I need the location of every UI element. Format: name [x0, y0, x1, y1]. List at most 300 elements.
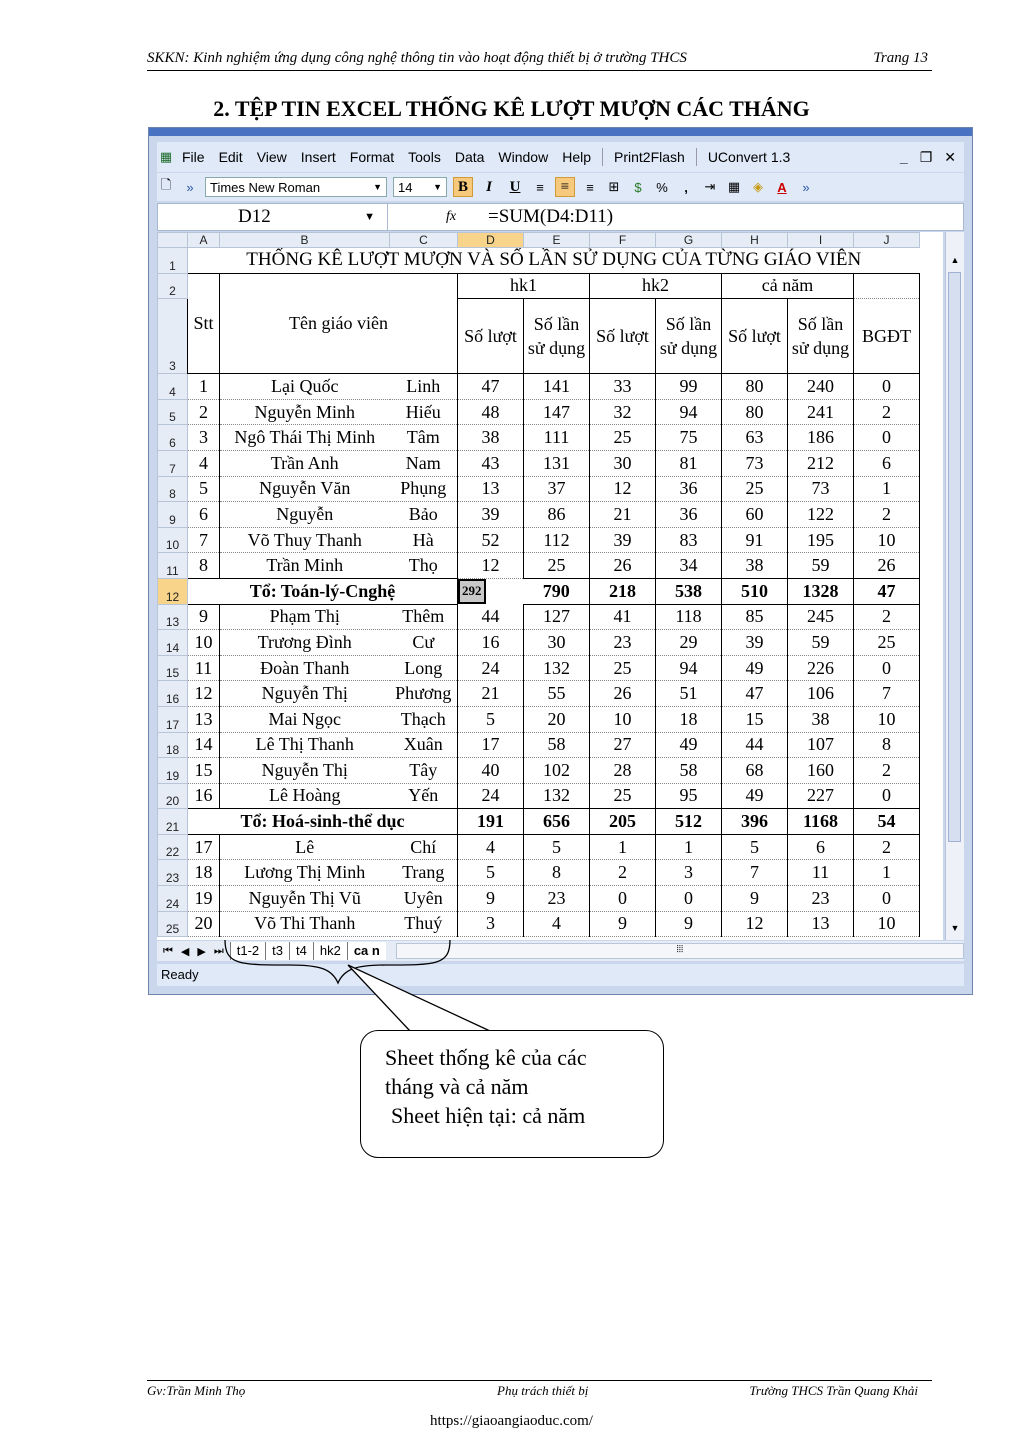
- data-cell[interactable]: 25: [590, 425, 656, 451]
- data-cell[interactable]: 106: [788, 681, 854, 707]
- data-cell[interactable]: 5: [524, 834, 590, 860]
- stt-cell[interactable]: 11: [188, 655, 220, 681]
- subtotal-cell[interactable]: 1328: [788, 578, 854, 604]
- data-cell[interactable]: 21: [458, 681, 524, 707]
- row-header[interactable]: 6: [158, 425, 188, 451]
- vertical-scrollbar[interactable]: [945, 232, 964, 940]
- menu-format[interactable]: Format: [349, 149, 395, 165]
- stt-header-cell[interactable]: Stt: [188, 273, 220, 374]
- data-cell[interactable]: 241: [788, 399, 854, 425]
- stt-cell[interactable]: 2: [188, 399, 220, 425]
- italic-button[interactable]: I: [486, 178, 492, 195]
- row-header[interactable]: 9: [158, 502, 188, 528]
- data-cell[interactable]: 2: [854, 604, 920, 630]
- stt-cell[interactable]: 17: [188, 834, 220, 860]
- data-cell[interactable]: 39: [458, 502, 524, 528]
- data-cell[interactable]: 59: [788, 630, 854, 656]
- teacher-firstname-cell[interactable]: Nam: [390, 450, 458, 476]
- stt-cell[interactable]: 16: [188, 783, 220, 809]
- teacher-firstname-cell[interactable]: Chí: [390, 834, 458, 860]
- data-cell[interactable]: 5: [458, 706, 524, 732]
- data-cell[interactable]: 18: [656, 706, 722, 732]
- teacher-lastname-cell[interactable]: Võ Thi Thanh: [220, 911, 390, 937]
- teacher-lastname-cell[interactable]: Lương Thị Minh: [220, 860, 390, 886]
- data-cell[interactable]: 23: [788, 886, 854, 912]
- column-header-active[interactable]: D: [458, 233, 524, 248]
- row-header[interactable]: 11: [158, 553, 188, 579]
- data-cell[interactable]: 30: [524, 630, 590, 656]
- teacher-firstname-cell[interactable]: Thạch: [390, 706, 458, 732]
- data-cell[interactable]: 7: [854, 681, 920, 707]
- teacher-firstname-cell[interactable]: Phương: [390, 681, 458, 707]
- data-cell[interactable]: 9: [458, 886, 524, 912]
- data-cell[interactable]: 227: [788, 783, 854, 809]
- teacher-firstname-cell[interactable]: Cư: [390, 630, 458, 656]
- excel-app-icon[interactable]: ▦: [159, 149, 173, 164]
- font-name-select[interactable]: [205, 177, 387, 197]
- data-cell[interactable]: 4: [524, 911, 590, 937]
- menu-window[interactable]: Window: [498, 149, 549, 165]
- close-icon[interactable]: ✕: [944, 148, 956, 165]
- luot-header-cell[interactable]: Số lượt: [590, 299, 656, 374]
- align-left-icon[interactable]: ≡: [536, 179, 544, 195]
- stt-cell[interactable]: 10: [188, 630, 220, 656]
- empty-header-cell[interactable]: [854, 273, 920, 299]
- stt-cell[interactable]: 20: [188, 911, 220, 937]
- subtotal-cell[interactable]: 510: [722, 578, 788, 604]
- data-cell[interactable]: 73: [788, 476, 854, 502]
- fill-color-icon[interactable]: ◈: [753, 179, 763, 194]
- data-cell[interactable]: 0: [854, 783, 920, 809]
- data-cell[interactable]: 118: [656, 604, 722, 630]
- data-cell[interactable]: 33: [590, 374, 656, 400]
- stt-cell[interactable]: 4: [188, 450, 220, 476]
- stt-cell[interactable]: 3: [188, 425, 220, 451]
- data-cell[interactable]: 20: [524, 706, 590, 732]
- row-header[interactable]: 22: [158, 834, 188, 860]
- column-header[interactable]: H: [722, 233, 788, 248]
- next-sheet-icon[interactable]: ▶: [197, 945, 206, 958]
- data-cell[interactable]: 1: [854, 860, 920, 886]
- data-cell[interactable]: 28: [590, 758, 656, 784]
- data-cell[interactable]: 26: [590, 681, 656, 707]
- teacher-firstname-cell[interactable]: Long: [390, 655, 458, 681]
- data-cell[interactable]: 26: [590, 553, 656, 579]
- data-cell[interactable]: 40: [458, 758, 524, 784]
- row-header[interactable]: 5: [158, 399, 188, 425]
- data-cell[interactable]: 107: [788, 732, 854, 758]
- subtotal-cell[interactable]: 218: [590, 578, 656, 604]
- data-cell[interactable]: 21: [590, 502, 656, 528]
- subtotal-cell[interactable]: 538: [656, 578, 722, 604]
- menu-tools[interactable]: Tools: [408, 149, 441, 165]
- data-cell[interactable]: 52: [458, 527, 524, 553]
- data-cell[interactable]: 245: [788, 604, 854, 630]
- borders-icon[interactable]: ▦: [727, 179, 741, 194]
- teacher-firstname-cell[interactable]: Xuân: [390, 732, 458, 758]
- data-cell[interactable]: 47: [722, 681, 788, 707]
- data-cell[interactable]: 240: [788, 374, 854, 400]
- teacher-firstname-cell[interactable]: Thêm: [390, 604, 458, 630]
- sheet-tab[interactable]: hk2: [313, 942, 347, 960]
- subtotal-cell[interactable]: 512: [656, 809, 722, 835]
- data-cell[interactable]: 17: [458, 732, 524, 758]
- row-header[interactable]: 2: [158, 273, 188, 299]
- teacher-firstname-cell[interactable]: Hiếu: [390, 399, 458, 425]
- stt-cell[interactable]: 13: [188, 706, 220, 732]
- data-cell[interactable]: 81: [656, 450, 722, 476]
- data-cell[interactable]: 25: [590, 783, 656, 809]
- data-cell[interactable]: 127: [524, 604, 590, 630]
- data-cell[interactable]: 30: [590, 450, 656, 476]
- data-cell[interactable]: 186: [788, 425, 854, 451]
- active-cell[interactable]: 292: [458, 579, 486, 604]
- stt-cell[interactable]: 7: [188, 527, 220, 553]
- lan-header-cell[interactable]: Số lần sử dụng: [788, 299, 854, 374]
- data-cell[interactable]: 25: [524, 553, 590, 579]
- teacher-firstname-cell[interactable]: Tây: [390, 758, 458, 784]
- data-cell[interactable]: 85: [722, 604, 788, 630]
- data-cell[interactable]: 2: [854, 502, 920, 528]
- data-cell[interactable]: 80: [722, 374, 788, 400]
- row-header[interactable]: 19: [158, 758, 188, 784]
- data-cell[interactable]: 41: [590, 604, 656, 630]
- currency-icon[interactable]: $: [634, 179, 642, 195]
- data-cell[interactable]: 6: [854, 450, 920, 476]
- row-header[interactable]: 21: [158, 809, 188, 835]
- teacher-lastname-cell[interactable]: Phạm Thị: [220, 604, 390, 630]
- data-cell[interactable]: 75: [656, 425, 722, 451]
- data-cell[interactable]: 147: [524, 399, 590, 425]
- teacher-lastname-cell[interactable]: Nguyễn Thị: [220, 681, 390, 707]
- data-cell[interactable]: 1: [590, 834, 656, 860]
- data-cell[interactable]: 1: [656, 834, 722, 860]
- teacher-firstname-cell[interactable]: Uyên: [390, 886, 458, 912]
- menu-help[interactable]: Help: [562, 149, 591, 165]
- data-cell[interactable]: 94: [656, 655, 722, 681]
- data-cell[interactable]: 13: [788, 911, 854, 937]
- data-cell[interactable]: 0: [854, 425, 920, 451]
- data-cell[interactable]: 195: [788, 527, 854, 553]
- subtotal-cell[interactable]: 1168: [788, 809, 854, 835]
- row-header[interactable]: 14: [158, 630, 188, 656]
- data-cell[interactable]: 83: [656, 527, 722, 553]
- data-cell[interactable]: 141: [524, 374, 590, 400]
- data-cell[interactable]: 94: [656, 399, 722, 425]
- data-cell[interactable]: 0: [656, 886, 722, 912]
- restore-icon[interactable]: ❐: [919, 148, 933, 165]
- data-cell[interactable]: 8: [524, 860, 590, 886]
- row-header[interactable]: 15: [158, 655, 188, 681]
- data-cell[interactable]: 2: [854, 399, 920, 425]
- teacher-firstname-cell[interactable]: Linh: [390, 374, 458, 400]
- data-cell[interactable]: 36: [656, 476, 722, 502]
- data-cell[interactable]: 13: [458, 476, 524, 502]
- data-cell[interactable]: 48: [458, 399, 524, 425]
- data-cell[interactable]: 160: [788, 758, 854, 784]
- sheet-tab[interactable]: t3: [265, 942, 289, 960]
- row-header[interactable]: 13: [158, 604, 188, 630]
- data-cell[interactable]: 112: [524, 527, 590, 553]
- stt-cell[interactable]: 19: [188, 886, 220, 912]
- data-cell[interactable]: 39: [722, 630, 788, 656]
- subtotal-cell[interactable]: 790: [524, 578, 590, 604]
- subtotal-cell[interactable]: 47: [854, 578, 920, 604]
- underline-button[interactable]: U: [509, 178, 521, 195]
- stt-cell[interactable]: 6: [188, 502, 220, 528]
- teacher-lastname-cell[interactable]: Nguyễn Minh: [220, 399, 390, 425]
- data-cell[interactable]: 10: [854, 911, 920, 937]
- data-cell[interactable]: 212: [788, 450, 854, 476]
- sheet-tab-active[interactable]: ca n: [347, 942, 386, 960]
- data-cell[interactable]: 10: [590, 706, 656, 732]
- data-cell[interactable]: 59: [788, 553, 854, 579]
- sheet-title-cell[interactable]: THỐNG KÊ LƯỢT MƯỢN VÀ SỐ LẦN SỬ DỤNG CỦA TỪNG GIÁO VIÊN: [188, 248, 920, 274]
- data-cell[interactable]: 0: [854, 374, 920, 400]
- data-cell[interactable]: 37: [524, 476, 590, 502]
- row-header[interactable]: 23: [158, 860, 188, 886]
- menu-print2flash[interactable]: Print2Flash: [614, 149, 685, 165]
- stt-cell[interactable]: 15: [188, 758, 220, 784]
- teacher-firstname-cell[interactable]: Thọ: [390, 553, 458, 579]
- teacher-lastname-cell[interactable]: Nguyễn Văn: [220, 476, 390, 502]
- data-cell[interactable]: 5: [458, 860, 524, 886]
- data-cell[interactable]: 24: [458, 783, 524, 809]
- bold-button[interactable]: B: [453, 177, 473, 197]
- new-document-icon[interactable]: 🗋: [160, 177, 172, 192]
- year-header-cell[interactable]: cả năm: [722, 273, 854, 299]
- row-header[interactable]: 16: [158, 681, 188, 707]
- data-cell[interactable]: 26: [854, 553, 920, 579]
- stt-cell[interactable]: 18: [188, 860, 220, 886]
- data-cell[interactable]: 122: [788, 502, 854, 528]
- subtotal-cell[interactable]: 205: [590, 809, 656, 835]
- column-header[interactable]: C: [390, 233, 458, 248]
- subtotal-cell[interactable]: 191: [458, 809, 524, 835]
- data-cell[interactable]: 29: [656, 630, 722, 656]
- data-cell[interactable]: 44: [722, 732, 788, 758]
- teacher-lastname-cell[interactable]: Trần Anh: [220, 450, 390, 476]
- data-cell[interactable]: 12: [458, 553, 524, 579]
- font-color-button[interactable]: A: [777, 179, 787, 195]
- data-cell[interactable]: 44: [458, 604, 524, 630]
- luot-header-cell[interactable]: Số lượt: [458, 299, 524, 374]
- group-label-cell[interactable]: Tổ: Hoá-sinh-thể dục: [188, 809, 458, 835]
- column-header[interactable]: B: [220, 233, 390, 248]
- data-cell[interactable]: 95: [656, 783, 722, 809]
- menu-data[interactable]: Data: [454, 149, 485, 165]
- teacher-lastname-cell[interactable]: Nguyễn Thị: [220, 758, 390, 784]
- teacher-lastname-cell[interactable]: Lại Quốc: [220, 374, 390, 400]
- data-cell[interactable]: 8: [854, 732, 920, 758]
- chevron-down-icon[interactable]: ▼: [364, 211, 375, 223]
- row-header[interactable]: 20: [158, 783, 188, 809]
- merge-center-icon[interactable]: ⊞: [608, 179, 620, 194]
- row-header[interactable]: 12: [158, 578, 188, 604]
- teacher-firstname-cell[interactable]: Thuý: [390, 911, 458, 937]
- row-header[interactable]: 10: [158, 527, 188, 553]
- minimize-icon[interactable]: _: [899, 148, 908, 165]
- subtotal-cell[interactable]: 54: [854, 809, 920, 835]
- select-all-corner[interactable]: [158, 233, 188, 248]
- lan-header-cell[interactable]: Số lần sử dụng: [524, 299, 590, 374]
- data-cell[interactable]: 34: [656, 553, 722, 579]
- row-header[interactable]: 7: [158, 450, 188, 476]
- row-header[interactable]: 1: [158, 248, 188, 274]
- teacher-firstname-cell[interactable]: Phụng: [390, 476, 458, 502]
- data-cell[interactable]: 111: [524, 425, 590, 451]
- hk1-header-cell[interactable]: hk1: [458, 273, 590, 299]
- teacher-firstname-cell[interactable]: Bảo: [390, 502, 458, 528]
- data-cell[interactable]: 1: [854, 476, 920, 502]
- toolbar-overflow-icon[interactable]: »: [186, 179, 194, 195]
- row-header[interactable]: 4: [158, 374, 188, 400]
- data-cell[interactable]: 2: [854, 834, 920, 860]
- data-cell[interactable]: 36: [656, 502, 722, 528]
- subtotal-cell[interactable]: 396: [722, 809, 788, 835]
- bgdt-header-cell[interactable]: BGĐT: [854, 299, 920, 374]
- data-cell[interactable]: 25: [590, 655, 656, 681]
- data-cell[interactable]: 58: [524, 732, 590, 758]
- data-cell[interactable]: 73: [722, 450, 788, 476]
- column-header[interactable]: F: [590, 233, 656, 248]
- data-cell[interactable]: 39: [590, 527, 656, 553]
- data-cell[interactable]: 49: [722, 783, 788, 809]
- column-header[interactable]: E: [524, 233, 590, 248]
- stt-cell[interactable]: 12: [188, 681, 220, 707]
- data-cell[interactable]: 58: [656, 758, 722, 784]
- teacher-firstname-cell[interactable]: Yến: [390, 783, 458, 809]
- data-cell[interactable]: 16: [458, 630, 524, 656]
- stt-cell[interactable]: 9: [188, 604, 220, 630]
- data-cell[interactable]: 68: [722, 758, 788, 784]
- data-cell[interactable]: 10: [854, 706, 920, 732]
- row-header[interactable]: 8: [158, 476, 188, 502]
- data-cell[interactable]: 2: [854, 758, 920, 784]
- data-cell[interactable]: 132: [524, 655, 590, 681]
- prev-sheet-icon[interactable]: ◀: [180, 945, 190, 958]
- data-cell[interactable]: 51: [656, 681, 722, 707]
- row-header[interactable]: 24: [158, 886, 188, 912]
- data-cell[interactable]: 0: [854, 655, 920, 681]
- data-cell[interactable]: 32: [590, 399, 656, 425]
- data-cell[interactable]: 49: [722, 655, 788, 681]
- data-cell[interactable]: 0: [854, 886, 920, 912]
- teacher-lastname-cell[interactable]: Lê: [220, 834, 390, 860]
- sheet-tab[interactable]: t4: [289, 942, 313, 960]
- lan-header-cell[interactable]: Số lần sử dụng: [656, 299, 722, 374]
- teacher-lastname-cell[interactable]: Nguyễn: [220, 502, 390, 528]
- group-label-cell[interactable]: Tổ: Toán-lý-Cnghệ: [188, 578, 458, 604]
- row-header[interactable]: 17: [158, 706, 188, 732]
- data-cell[interactable]: 226: [788, 655, 854, 681]
- data-cell[interactable]: 24: [458, 655, 524, 681]
- insert-function-icon[interactable]: fx: [446, 209, 457, 224]
- percent-button[interactable]: %: [656, 179, 668, 195]
- data-cell[interactable]: 25: [854, 630, 920, 656]
- data-cell[interactable]: 3: [656, 860, 722, 886]
- data-cell[interactable]: 23: [590, 630, 656, 656]
- teacher-lastname-cell[interactable]: Mai Ngọc: [220, 706, 390, 732]
- row-header[interactable]: 25: [158, 911, 188, 937]
- data-cell[interactable]: 47: [458, 374, 524, 400]
- indent-icon[interactable]: ⇥: [704, 179, 716, 194]
- first-sheet-icon[interactable]: ⏮: [163, 944, 173, 957]
- menu-view[interactable]: View: [256, 149, 287, 165]
- teacher-lastname-cell[interactable]: Võ Thuy Thanh: [220, 527, 390, 553]
- teacher-lastname-cell[interactable]: Lê Hoàng: [220, 783, 390, 809]
- data-cell[interactable]: 15: [722, 706, 788, 732]
- data-cell[interactable]: 38: [722, 553, 788, 579]
- teacher-lastname-cell[interactable]: Lê Thị Thanh: [220, 732, 390, 758]
- row-header[interactable]: 18: [158, 732, 188, 758]
- data-cell[interactable]: 6: [788, 834, 854, 860]
- teacher-lastname-cell[interactable]: Nguyễn Thị Vũ: [220, 886, 390, 912]
- data-cell[interactable]: 99: [656, 374, 722, 400]
- column-header[interactable]: I: [788, 233, 854, 248]
- row-header[interactable]: 3: [158, 299, 188, 374]
- column-header[interactable]: J: [854, 233, 920, 248]
- data-cell[interactable]: 10: [854, 527, 920, 553]
- scroll-down-icon[interactable]: ▼: [950, 923, 960, 933]
- column-header[interactable]: G: [656, 233, 722, 248]
- teacher-lastname-cell[interactable]: Trương Đình: [220, 630, 390, 656]
- font-size-select[interactable]: [393, 177, 447, 197]
- menu-insert[interactable]: Insert: [300, 149, 336, 165]
- align-right-icon[interactable]: ≡: [586, 179, 594, 195]
- data-cell[interactable]: 131: [524, 450, 590, 476]
- stt-cell[interactable]: 1: [188, 374, 220, 400]
- comma-button[interactable]: ,: [684, 179, 688, 195]
- data-cell[interactable]: 4: [458, 834, 524, 860]
- column-header[interactable]: A: [188, 233, 220, 248]
- menu-uconvert[interactable]: UConvert 1.3: [707, 149, 791, 165]
- name-header-cell[interactable]: Tên giáo viên: [220, 273, 458, 374]
- teacher-firstname-cell[interactable]: Trang: [390, 860, 458, 886]
- menu-edit[interactable]: Edit: [218, 149, 243, 165]
- stt-cell[interactable]: 14: [188, 732, 220, 758]
- data-cell[interactable]: 60: [722, 502, 788, 528]
- data-cell[interactable]: 63: [722, 425, 788, 451]
- teacher-firstname-cell[interactable]: Tâm: [390, 425, 458, 451]
- data-cell[interactable]: 9: [656, 911, 722, 937]
- teacher-lastname-cell[interactable]: Đoàn Thanh: [220, 655, 390, 681]
- scroll-thumb[interactable]: [948, 272, 961, 842]
- subtotal-cell[interactable]: 656: [524, 809, 590, 835]
- hk2-header-cell[interactable]: hk2: [590, 273, 722, 299]
- data-cell[interactable]: 55: [524, 681, 590, 707]
- data-cell[interactable]: 9: [722, 886, 788, 912]
- name-box[interactable]: [158, 204, 388, 230]
- data-cell[interactable]: 86: [524, 502, 590, 528]
- data-cell[interactable]: 3: [458, 911, 524, 937]
- data-cell[interactable]: 132: [524, 783, 590, 809]
- data-cell[interactable]: 2: [590, 860, 656, 886]
- data-cell[interactable]: 102: [524, 758, 590, 784]
- scroll-up-icon[interactable]: ▲: [950, 255, 960, 265]
- data-cell[interactable]: 23: [524, 886, 590, 912]
- teacher-firstname-cell[interactable]: Hà: [390, 527, 458, 553]
- data-cell[interactable]: 80: [722, 399, 788, 425]
- luot-header-cell[interactable]: Số lượt: [722, 299, 788, 374]
- data-cell[interactable]: 12: [722, 911, 788, 937]
- data-cell[interactable]: 38: [788, 706, 854, 732]
- align-center-icon[interactable]: ≡: [555, 177, 575, 197]
- sheet-tab[interactable]: t1-2: [230, 942, 265, 960]
- teacher-lastname-cell[interactable]: Ngô Thái Thị Minh: [220, 425, 390, 451]
- data-cell[interactable]: 49: [656, 732, 722, 758]
- data-cell[interactable]: 43: [458, 450, 524, 476]
